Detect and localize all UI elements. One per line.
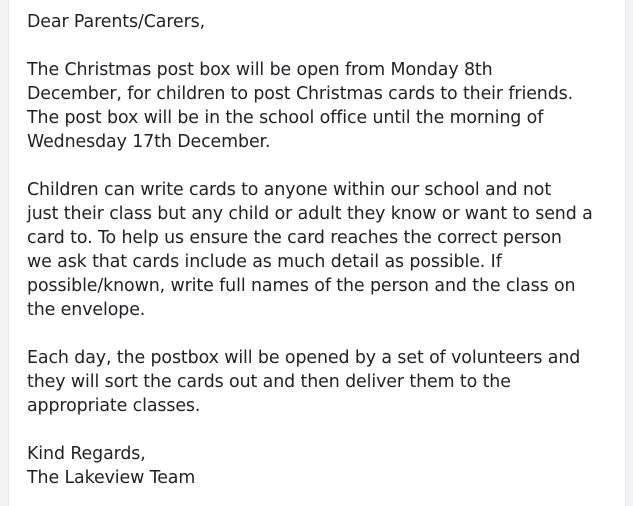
sign-off xyxy=(27,442,619,490)
paragraph-delivery xyxy=(27,346,619,418)
closing-line: Kind Regards, xyxy=(27,444,146,464)
greeting-line: Dear Parents/Carers, xyxy=(27,12,206,32)
letter-body xyxy=(27,10,619,490)
paragraph-line: card to. To help us ensure the card reaches the correct person xyxy=(27,228,562,248)
paragraph-card-details xyxy=(27,178,619,322)
greeting xyxy=(27,10,619,34)
paragraph-line: The Christmas post box will be open from Monday 8th xyxy=(27,60,493,80)
paragraph-line: December, for children to post Christmas cards to their friends. xyxy=(27,84,574,104)
paragraph-line: The post box will be in the school office until the morning of xyxy=(27,108,544,128)
paragraph-line: Wednesday 17th December. xyxy=(27,132,271,152)
paragraph-line: possible/known, write full names of the person and the class on xyxy=(27,276,576,296)
signature-line: The Lakeview Team xyxy=(27,468,196,488)
paragraph-post-box-dates xyxy=(27,58,619,154)
paragraph-line: we ask that cards include as much detail as possible. If xyxy=(27,252,502,272)
paragraph-line: Each day, the postbox will be opened by a set of volunteers and xyxy=(27,348,581,368)
paragraph-line: Children can write cards to anyone within our school and not xyxy=(27,180,552,200)
paragraph-line: they will sort the cards out and then deliver them to the xyxy=(27,372,511,392)
paragraph-line: appropriate classes. xyxy=(27,396,201,416)
paragraph-line: just their class but any child or adult they know or want to send a xyxy=(27,204,593,224)
letter-card xyxy=(8,0,626,506)
paragraph-line: the envelope. xyxy=(27,300,146,320)
